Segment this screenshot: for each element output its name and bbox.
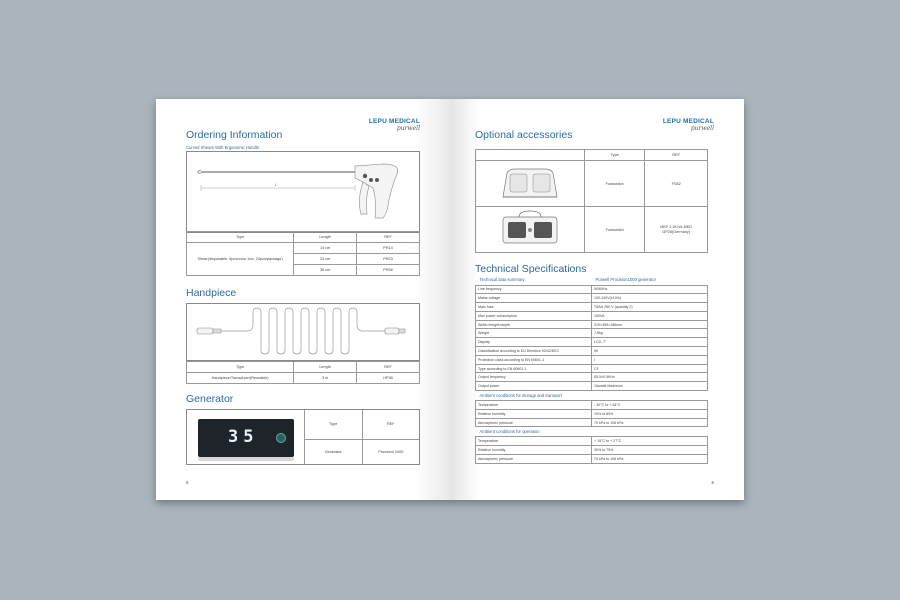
- spec-label: Relative humidity: [476, 446, 592, 455]
- ref-cell: MKF 2-DU16-MED GP26(Germany): [645, 207, 708, 253]
- ref-cell: PR36: [357, 265, 420, 276]
- spec-value: 150VA: [592, 311, 708, 320]
- table-row: [476, 207, 708, 253]
- table-row: [187, 373, 420, 384]
- section-header-row: [476, 391, 708, 401]
- generator-front-panel: [198, 419, 294, 457]
- ref-cell: FS82: [645, 161, 708, 207]
- ordering-table: [186, 231, 420, 276]
- spec-value: LCD, 7": [592, 338, 708, 347]
- left-page: [156, 99, 450, 500]
- ref-cell: Procision 1000: [362, 439, 419, 464]
- brand-name: LEPU MEDICAL: [368, 118, 420, 125]
- ref-cell: HP38: [357, 373, 420, 384]
- spec-value: CF: [592, 364, 708, 373]
- spec-value: 50/60Hz: [592, 285, 708, 294]
- spec-row: [476, 303, 708, 312]
- footswitch-image: [476, 161, 585, 207]
- generator-display-value: 35: [228, 427, 259, 447]
- spec-value: 7.6kg: [592, 329, 708, 338]
- spec-value: 70 kPa to 106 kPa: [592, 418, 708, 427]
- col-type: Type: [585, 150, 645, 161]
- spec-value: - 30°C to + 54°C: [592, 401, 708, 410]
- spec-label: Max power consumption: [476, 311, 592, 320]
- spec-label: Mains voltage: [476, 294, 592, 303]
- spec-value: 70 kPa to 106 kPa: [592, 455, 708, 464]
- col-ref: REF: [645, 150, 708, 161]
- brand-sub: purwell: [396, 124, 420, 132]
- spec-row: [476, 373, 708, 382]
- spec-value: 100-240V(±10%): [592, 294, 708, 303]
- brand-logo: [663, 119, 714, 132]
- spec-row: [476, 285, 708, 294]
- accessories-title: Optional accessories: [475, 129, 573, 141]
- spec-label: Atmospheric pressure: [476, 455, 592, 464]
- type-cell: Footswitch: [585, 161, 645, 207]
- spec-value: + 15°C to + 27°C: [592, 437, 708, 446]
- generator-image: [187, 410, 305, 464]
- brand-name: LEPU MEDICAL: [662, 118, 714, 125]
- shears-illustration: [187, 152, 421, 234]
- spec-value: 15watts Maximum: [592, 382, 708, 391]
- table-header-row: [305, 410, 419, 439]
- spec-value: T5AH 250 V (quantity 2): [592, 303, 708, 312]
- length-cell: 3 m: [294, 373, 357, 384]
- spec-label: Weight: [476, 329, 592, 338]
- tech-spec-table: [475, 275, 708, 464]
- summary-model: Purwell Procision1000 generator: [595, 277, 657, 283]
- spec-label: Temperature: [476, 437, 592, 446]
- summary-header: Technical data summary: [479, 277, 525, 283]
- ref-cell: PR14: [357, 243, 420, 254]
- spec-row: [476, 329, 708, 338]
- shears-image: [186, 151, 420, 233]
- footswitch-image: [476, 207, 585, 253]
- spec-row: [476, 382, 708, 391]
- ordering-subtitle: Curved Shears With Ergonomic Handle: [186, 145, 260, 150]
- type-cell: Generator: [305, 439, 362, 464]
- spec-value: 310×355×186mm: [592, 320, 708, 329]
- generator-table-cells: [305, 410, 419, 464]
- spec-row: [476, 311, 708, 320]
- table-header-row: [187, 232, 420, 243]
- page-number: 5: [186, 480, 189, 485]
- col-ref: REF: [357, 232, 420, 243]
- col-type: Type: [305, 410, 362, 439]
- spec-row: [476, 364, 708, 373]
- ref-cell: PR23: [357, 254, 420, 265]
- type-cell: Handpiece/Transducer(Reusable): [187, 373, 294, 384]
- length-cell: 14 cm: [294, 243, 357, 254]
- accessories-table: [475, 149, 708, 253]
- spec-row: [476, 437, 708, 446]
- table-header-row: [476, 150, 708, 161]
- spec-value: I: [592, 355, 708, 364]
- page-number: 6: [711, 480, 714, 485]
- spec-label: Width×height×depth: [476, 320, 592, 329]
- footswitch-icon: [495, 163, 565, 203]
- table-row: [305, 439, 419, 464]
- spec-label: Line frequency: [476, 285, 592, 294]
- spec-label: Temperature: [476, 401, 592, 410]
- length-cell: 23 cm: [294, 254, 357, 265]
- brand-logo: [369, 119, 420, 132]
- spec-row: [476, 355, 708, 364]
- table-header-row: [187, 362, 420, 373]
- spec-label: Atmospheric pressure: [476, 418, 592, 427]
- spec-label: Type according to EN 60601-1: [476, 364, 592, 373]
- spec-label: Output power: [476, 382, 592, 391]
- right-page: [450, 99, 744, 500]
- col-length: Length: [294, 362, 357, 373]
- generator-base: [198, 457, 294, 461]
- spec-label: Main fuse: [476, 303, 592, 312]
- section-header-row: [476, 427, 708, 437]
- table-row: [476, 161, 708, 207]
- footswitch-icon: [495, 209, 565, 249]
- brochure-spread: [156, 99, 744, 500]
- spec-value: 55.5±0.5KHz: [592, 373, 708, 382]
- handpiece-illustration: [187, 304, 421, 362]
- col-ref: REF: [357, 362, 420, 373]
- handpiece-image: [186, 303, 420, 361]
- spec-value: IIb: [592, 347, 708, 356]
- spec-label: Display: [476, 338, 592, 347]
- table-row: [187, 243, 420, 254]
- handpiece-table: [186, 361, 420, 384]
- col-length: Length: [294, 232, 357, 243]
- spec-row: [476, 409, 708, 418]
- generator-knob-icon: [276, 433, 286, 443]
- type-cell: Footswitch: [585, 207, 645, 253]
- spec-label: Classification according to EU Directive 93/42/EEC: [476, 347, 592, 356]
- length-cell: 36 cm: [294, 265, 357, 276]
- col-type: Type: [187, 232, 294, 243]
- generator-title: Generator: [186, 393, 234, 405]
- section-header-row: [476, 275, 708, 285]
- storage-header: Ambient conditions for storage and transport: [479, 393, 562, 399]
- spec-label: Output frequency: [476, 373, 592, 382]
- spec-label: Protection class according to EN 60601-1: [476, 355, 592, 364]
- tech-title: Technical Specifications: [475, 263, 587, 275]
- spec-row: [476, 294, 708, 303]
- length-dimension-label: L: [275, 182, 278, 187]
- spec-value: 10% to 80%: [592, 409, 708, 418]
- handpiece-title: Handpiece: [186, 287, 237, 299]
- spec-row: [476, 320, 708, 329]
- spec-row: [476, 446, 708, 455]
- spec-row: [476, 401, 708, 410]
- ordering-title: Ordering Information: [186, 129, 283, 141]
- image-col-header: [476, 150, 585, 161]
- spec-label: Relative humidity: [476, 409, 592, 418]
- operation-header: Ambient conditions for operation: [479, 429, 540, 435]
- spec-value: 30% to 75%: [592, 446, 708, 455]
- generator-table: [186, 409, 420, 465]
- type-cell: Shear(disposable, 6pcs/color box, 24pcs/package): [187, 243, 294, 276]
- spec-row: [476, 338, 708, 347]
- spec-row: [476, 347, 708, 356]
- spec-row: [476, 455, 708, 464]
- col-type: Type: [187, 362, 294, 373]
- brand-sub: purwell: [690, 124, 714, 132]
- spec-row: [476, 418, 708, 427]
- col-ref: REF: [362, 410, 419, 439]
